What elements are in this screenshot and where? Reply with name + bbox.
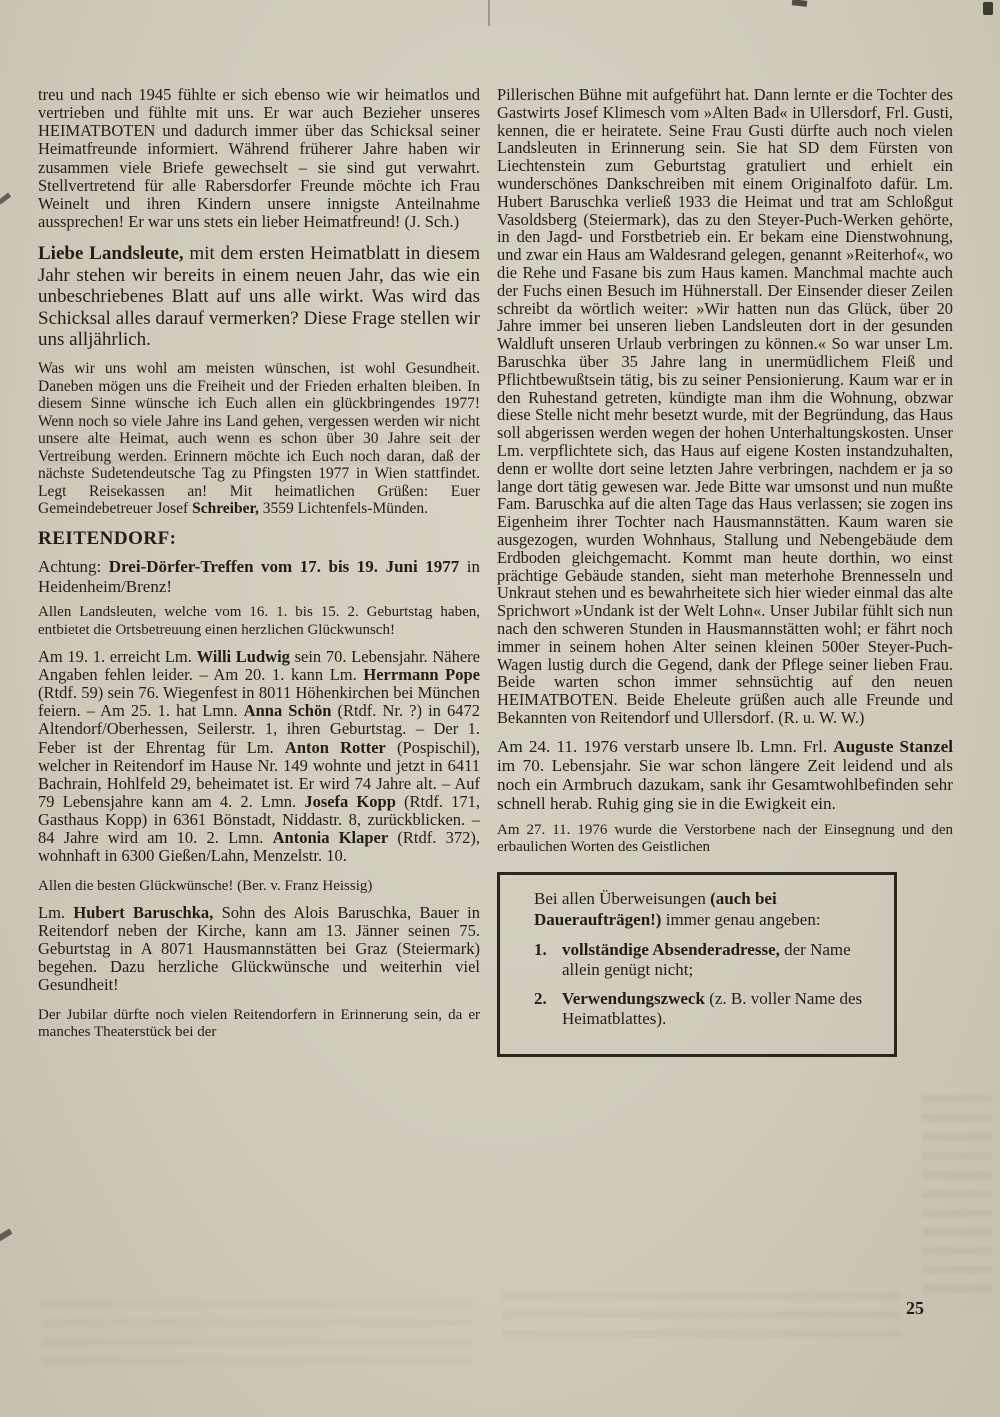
bleed-through-ghost-2 (922, 1095, 992, 1305)
notice-intro: Bei allen Überweisungen (auch bei Daueraufträgen!) immer genau angeben: (534, 889, 821, 929)
paragraph-weinelt-obituary: treu und nach 1945 fühlte er sich ebenso wie wir heimatlos und vertrieben und fühlte mit uns. Er war auch Bezieher unseres HEIMATBOTEN und dadurch immer über das Schicksal seiner Heimatfreunde informiert. Während früherer Jahre haben wir zusammen viele Briefe gewechselt – sie sind gut verwahrt. Stellvertretend für alle Rabersdorfer Freunde möchte ich Frau Weinelt und ihren Kindern unsere innigste Anteilnahme aussprechen! Er war uns stets ein lieber Heimatfreund! (J. Sch.) (38, 85, 480, 231)
notice-item-2-text: Verwendungszweck (z. B. voller Name des Heimatblattes). (562, 988, 863, 1029)
notice-item-1-text: vollständige Absenderadresse, der Name allein genügt nicht; (562, 940, 851, 980)
scan-artifact-fold (488, 0, 490, 26)
paragraph-achtung-treffen: Achtung: Drei-Dörfer-Treffen vom 17. bis 19. Juni 1977 in Heidenheim/Brenz! (38, 556, 480, 596)
scan-artifact-top (792, 0, 808, 7)
paragraph-new-year-wishes: Was wir uns wohl am meisten wünschen, ist wohl Gesundheit. Daneben mögen uns die Freiheit und der Frieden erhalten bleiben. In diesem Sinne wünsche ich Euch allen ein glückbringendes 1977! Wenn noch so viele Jahre ins Land gehen, vergessen werden wir nicht unsere alte Heimat, auch wenn es schon über 30 Jahre seit der Vertreibung werden. Erinnern möchte ich Euch noch daran, daß der nächste Sudetendeutsche Tag zu Pfingsten 1977 in Wien stattfindet. Legt Reisekassen an! Mit heimatlichen Grüßen: Euer Gemeindebetreuer Josef Schreiber, 3559 Lichtenfels-Münden. (38, 360, 480, 518)
paragraph-baruschka-story: Pillerischen Bühne mit aufgeführt hat. Dann lernte er die Tochter des Gastwirts Josef Klimesch vom »Alten Bad« in Ullersdorf, Frl. Gusti, kennen, die er heiratete. Seine Frau Gusti dürfte auch noch vielen Landsleuten in Erinnerung sein. Sie hat SD dem Fürsten von Liechtenstein zum Geburtstag gratuliert und erhielt ein wunderschönes Dankschreiben mit einem Originalfoto dafür. Lm. Hubert Baruschka verließ 1933 die Heimat und trat am Schloßgut Vasoldsberg (Steiermark), das zu den Steyer-Puch-Werken gehörte, in den Jagd- und Forstbetrieb ein. Er bekam eine Dienstwohnung, und zwar ein Haus am Waldesrand gelegen, genannt »Reiterhof«, wo die Rehe und Fasane bis zum Haus kamen. Manchmal machte auch der Fuchs einen Besuch im Hühnerstall. Der Einsender dieser Zeilen schreibt da wörtlich weiter: »Wir hatten nun das Glück, über 20 Jahre immer bei unseren lieben Landsleuten dort in der gesunden Waldluft unseren Urlaub verbringen zu können.« So war unser Lm. Baruschka über 35 Jahre lang in unermüdlichem Fleiß und Pflichtbewußtsein tätig, bis zu seiner Pensionierung. Kaum war er in den Ruhestand getreten, kündigte man ihm die Wohnung, obzwar diese Stelle nicht mehr besetzt wurde, mit der Begründung, das Haus soll abgerissen werden wegen der hohen Unterhaltungskosten. Unser Lm. verpflichtete sich, das Haus auf eigene Kosten instandzuhalten, denn er wollte dort seine letzten Jahre verbringen, nachdem er ja so lange dort tätig gewesen war. Jede Bitte war umsonst und nun mußte Fam. Baruschka auf die alten Tage das Haus verlassen; sie zogen ins Eigenheim ihrer Tochter nach Hausmannstätten. Kaum waren sie ausgezogen, wurden Wohnhaus, Stallung und Nebengebäude dem Erdboden gleichgemacht. Kommt man heute dorthin, wo einst prächtige Gebäude standen, sieht man meterhohe Brennesseln und Unkraut stehen und es bewahrheitete sich hier wieder einmal das alte Sprichwort »Undank ist der Welt Lohn«. Unser Jubilar fühlt sich nun nach den schweren Stunden in Hausmannstätten wohl; er fährt noch immer in seinem hohen Alter seinen kleinen 500er Steyer-Puch-Wagen lustig durch die Gegend, dank der Pflege seiner lieben Frau. Beide warten schon immer sehnsüchtig auf den neuen HEIMATBOTEN. Beide Eheleute grüßen auch alle Freunde und Bekannten von Reitendorf und Ullersdorf. (R. u. W. W.) (497, 85, 953, 727)
scan-artifact-left-edge-2 (0, 1228, 12, 1241)
page-number: 25 (906, 1298, 924, 1318)
paragraph-hubert-baruschka: Lm. Hubert Baruschka, Sohn des Alois Baruschka, Bauer in Reitendorf neben der Kirche, kann am 13. Jänner seinen 75. Geburtstag in A 8071 Hausmannstätten bei Graz (Steiermark) begehen. Dazu herzliche Glückwünsche und weiterhin viel Gesundheit! (38, 902, 480, 995)
payment-notice-box (497, 872, 897, 1056)
paragraph-funeral-note: Am 27. 11. 1976 wurde die Verstorbene nach der Einsegnung und den erbaulichen Worten des Geistlichen (497, 821, 953, 855)
section-heading-reitendorf: REITENDORF: (38, 527, 177, 549)
paragraph-jubilar-note: Der Jubilar dürfte noch vielen Reitendorfern in Erinnerung sein, da er manches Theaterstück bei der (38, 1006, 480, 1040)
scan-artifact-corner (983, 2, 993, 15)
notice-item-2-number: 2. (534, 988, 547, 1008)
paragraph-stanzel-obituary: Am 24. 11. 1976 verstarb unsere lb. Lmn. Frl. Auguste Stanzel im 70. Lebensjahr. Sie war schon längere Zeit leidend und als noch ein Armbruch dazukam, sank ihr Gesamtwohlbefinden sehr schnell herab. Ruhig ging sie in die Ewigkeit ein. (497, 736, 954, 814)
paragraph-birthday-intro: Allen Landsleuten, welche vom 16. 1. bis 15. 2. Geburtstag haben, entbietet die Ortsbetreuung einen herzlichen Glückwunsch! (38, 604, 480, 638)
bleed-through-ghost-4 (42, 1300, 472, 1372)
notice-item-1 (534, 940, 878, 981)
notice-item-1-number: 1. (534, 940, 547, 960)
bleed-through-ghost-3 (502, 1292, 902, 1348)
paragraph-birthday-list: Am 19. 1. erreicht Lm. Willi Ludwig sein 70. Lebensjahr. Nähere Angaben fehlen leider. – Am 20. 1. kann Lm. Herrmann Pope (Rtdf. 59) sein 76. Wiegenfest in 8011 Höhenkirchen bei München feiern. – Am 25. 1. hat Lmn. Anna Schön (Rtdf. Nr. ?) in 6472 Altendorf/Oberhessen, Seilerstr. 1, ihren Geburtstag. – Der 1. Feber ist der Ehrentag für Lm. Anton Rotter (Pospischil), welcher in Reitendorf im Hause Nr. 149 wohnte und jetzt in 6411 Bachrain, Hohlfeld 29, beheimatet ist. Er wird 74 Jahre alt. – Auf 79 Lebensjahre kann am 4. 2. Lmn. Josefa Kopp (Rtdf. 171, Gasthaus Kopp) in 6361 Bönstadt, Niddastr. 8, zurückblicken. – 84 Jahre wird am 10. 2. Lmn. Antonia Klaper (Rtdf. 372), wohnhaft in 6300 Gießen/Lahn, Menzelstr. 10. (38, 646, 480, 866)
notice-item-2 (534, 989, 878, 1030)
scan-artifact-left-edge-1 (0, 193, 11, 205)
right-column (497, 86, 953, 1057)
paragraph-congratulations: Allen die besten Glückwünsche! (Ber. v. Franz Heissig) (38, 877, 373, 894)
left-column (38, 86, 480, 1050)
paragraph-liebe-landsleute: Liebe Landsleute, mit dem ersten Heimatblatt in diesem Jahr stehen wir bereits in einem neuen Jahr, das wie ein unbeschriebenes Blatt auf uns alle wirkt. Was wird das Schicksal alles darauf vermerken? Diese Frage stellen wir uns alljährlich. (38, 243, 480, 350)
